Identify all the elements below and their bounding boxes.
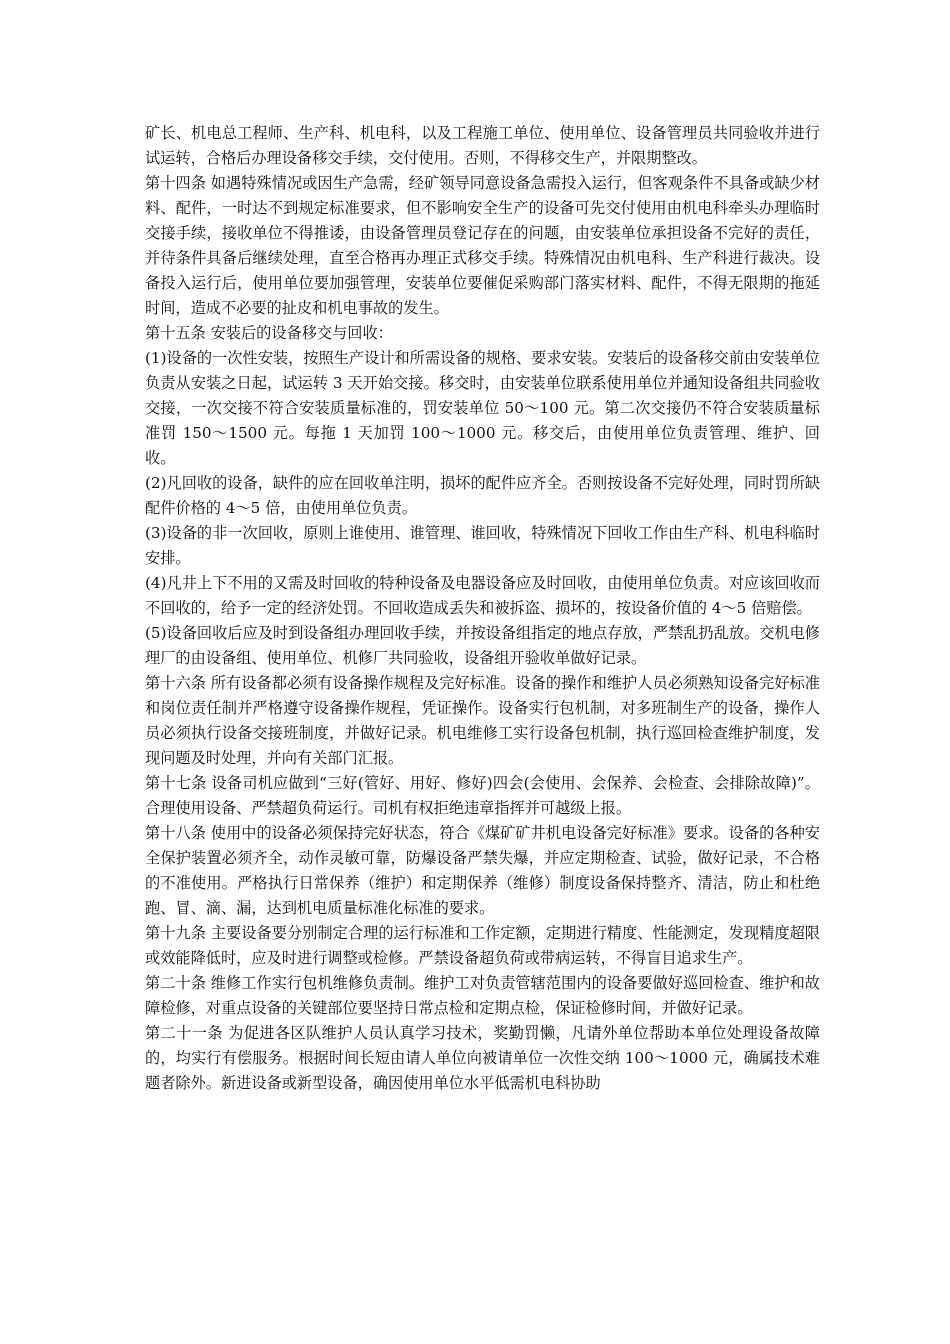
paragraph-article-14: 第十四条 如遇特殊情况或因生产急需，经矿领导同意设备急需投入运行，但客观条件不具备或缺少材料、配件，一时达不到规定标准要求，但不影响安全生产的设备可先交付使用由机电科牵头办理临时交接手续，接收单位不得推诿，由设备管理员登记存在的问题，由安装单位承担设备不完好的责任，并待条件具备后继续处理，直至合格再办理正式移交手续。特殊情况由机电科、生产科进行裁决。设备投入运行后，使用单位要加强管理，安装单位要催促采购部门落实材料、配件，不得无限期的拖延时间，造成不必要的扯皮和机电事故的发生。: [145, 174, 820, 317]
paragraph-article-15-item-5: (5)设备回收后应及时到设备组办理回收手续，并按设备组指定的地点存放，严禁乱扔乱放。交机电修理厂的由设备组、使用单位、机修厂共同验收，设备组开验收单做好记录。: [145, 624, 820, 667]
paragraph-article-19: 第十九条 主要设备要分别制定合理的运行标准和工作定额，定期进行精度、性能测定，发现精度超限或效能降低时，应及时进行调整或检修。严禁设备超负荷或带病运转，不得盲目追求生产。: [145, 924, 820, 967]
paragraph-article-15-item-2: (2)凡回收的设备，缺件的应在回收单注明，损坏的配件应齐全。否则按设备不完好处理，同时罚所缺配件价格的 4～5 倍，由使用单位负责。: [145, 474, 820, 517]
paragraph-article-15-item-1: (1)设备的一次性安装，按照生产设计和所需设备的规格、要求安装。安装后的设备移交前由安装单位负责从安装之日起，试运转 3 天开始交接。移交时，由安装单位联系使用单位并通知设备组共同验收交接，一次交接不符合安装质量标准的，罚安装单位 50～100 元。第二次交接仍不符合安装质量标准罚 150～1500 元。每拖 1 天加罚 100～1000 元。移交后，由使用单位负责管理、维护、回收。: [145, 349, 820, 467]
paragraph-article-18: 第十八条 使用中的设备必须保持完好状态，符合《煤矿矿井机电设备完好标准》要求。设备的各种安全保护装置必须齐全，动作灵敏可靠，防爆设备严禁失爆，并应定期检查、试验，做好记录，不合格的不准使用。严格执行日常保养（维护）和定期保养（维修）制度设备保持整齐、清洁，防止和杜绝跑、冒、滴、漏，达到机电质量标准化标准的要求。: [145, 824, 820, 917]
paragraph-article-15-heading: 第十五条 安装后的设备移交与回收：: [145, 324, 393, 342]
document-body: [145, 121, 820, 1096]
paragraph-article-16: 第十六条 所有设备都必须有设备操作规程及完好标准。设备的操作和维护人员必须熟知设备完好标准和岗位责任制并严格遵守设备操作规程，凭证操作。设备实行包机制，对多班制生产的设备，操作人员必须执行设备交接班制度，并做好记录。机电维修工实行设备包机制，执行巡回检查维护制度，发现问题及时处理，并向有关部门汇报。: [145, 674, 820, 767]
paragraph-article-15-item-4: (4)凡井上下不用的又需及时回收的特种设备及电器设备应及时回收，由使用单位负责。对应该回收而不回收的，给予一定的经济处罚。不回收造成丢失和被拆盗、损坏的，按设备价值的 4～5 倍赔偿。: [145, 574, 820, 617]
paragraph-article-20: 第二十条 维修工作实行包机维修负责制。维护工对负责管辖范围内的设备要做好巡回检查、维护和故障检修，对重点设备的关键部位要坚持日常点检和定期点检，保证检修时间，并做好记录。: [145, 974, 820, 1017]
paragraph-article-17: 第十七条 设备司机应做到“三好(管好、用好、修好)四会(会使用、会保养、会检查、会排除故障)”。合理使用设备、严禁超负荷运行。司机有权拒绝违章指挥并可越级上报。: [145, 774, 820, 817]
paragraph-acceptance-continuation: 矿长、机电总工程师、生产科、机电科，以及工程施工单位、使用单位、设备管理员共同验收并进行试运转，合格后办理设备移交手续，交付使用。否则，不得移交生产，并限期整改。: [145, 124, 820, 167]
paragraph-article-21: 第二十一条 为促进各区队维护人员认真学习技术，奖勤罚懒，凡请外单位帮助本单位处理设备故障的，均实行有偿服务。根据时间长短由请人单位向被请单位一次性交纳 100～1000 元，确属技术难题者除外。新进设备或新型设备，确因使用单位水平低需机电科协助: [145, 1024, 820, 1092]
paragraph-article-15-item-3: (3)设备的非一次回收，原则上谁使用、谁管理、谁回收，特殊情况下回收工作由生产科、机电科临时安排。: [145, 524, 820, 567]
